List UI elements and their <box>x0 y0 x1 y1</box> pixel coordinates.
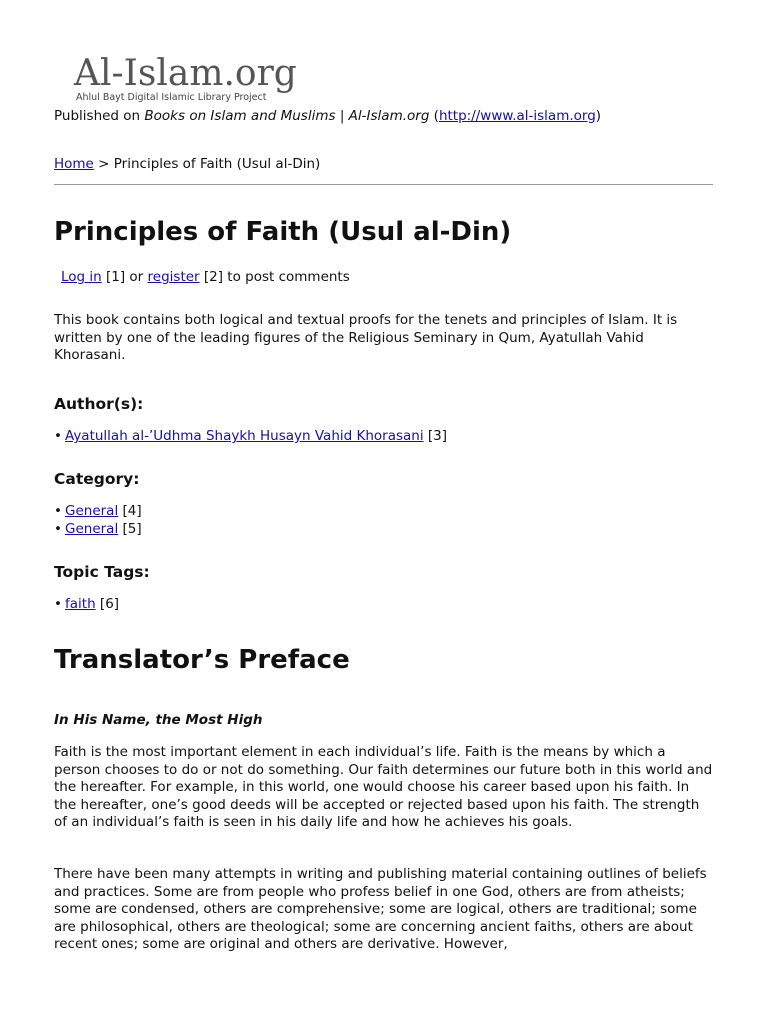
site-url-link[interactable]: http://www.al-islam.org <box>438 108 596 124</box>
published-separator: | <box>335 108 349 124</box>
bullet: • <box>54 428 62 444</box>
list-item <box>54 502 142 520</box>
authors-heading: Author(s): <box>54 395 144 413</box>
logo-wordmark: Al-Islam.org <box>74 53 297 94</box>
published-prefix: Published on <box>54 108 145 124</box>
ref-number: [4] <box>118 503 142 519</box>
published-site-name: Books on Islam and Muslims <box>144 108 336 124</box>
preface-subheading: In His Name, the Most High <box>54 712 263 728</box>
bullet: • <box>54 503 62 519</box>
tag-link[interactable]: faith <box>65 596 96 612</box>
register-ref: [2] to post comments <box>199 269 350 285</box>
ref-number: [6] <box>95 596 120 612</box>
breadcrumb <box>54 155 320 173</box>
published-org-name: Al-Islam.org <box>348 108 430 124</box>
preface-paragraph-2: There have been many attempts in writing and publishing material containing outlines of beliefs and practices. Some are from people who profess belief in one God, others are from atheists; some are condensed, others are comprehensive; some are logical, others are traditional; some are philosophical, others are theological; some are concerning ancient faiths, others are about recent ones; some are original and others are derivative. However, <box>54 866 707 952</box>
preface-paragraph-1: Faith is the most important element in each individual’s life. Faith is the means by which a person chooses to do or not do something. Our faith determines our future both in this world and the hereafter. For example, in this world, one would choose his career based upon his faith. In the hereafter, one’s good deeds will be accepted or rejected based upon his faith. The strength of an individual’s faith is seen in his daily life and how he achieves his goals. <box>54 744 713 830</box>
ref-number: [5] <box>118 521 142 537</box>
breadcrumb-current: > Principles of Faith (Usul al-Din) <box>93 156 321 172</box>
category-list <box>54 502 142 538</box>
list-item <box>54 520 142 538</box>
preface-heading: Translator’s Preface <box>54 645 350 675</box>
published-close-paren: ) <box>595 108 602 124</box>
bullet: • <box>54 521 62 537</box>
list-item <box>54 595 119 613</box>
author-link[interactable]: Ayatullah al-’Udhma Shaykh Husayn Vahid Khorasani <box>65 428 424 444</box>
login-prompt <box>61 268 350 286</box>
page-title: Principles of Faith (Usul al-Din) <box>54 217 512 247</box>
logo-tagline: Ahlul Bayt Digital Islamic Library Project <box>76 92 267 103</box>
category-link[interactable]: General <box>65 503 119 519</box>
login-link[interactable]: Log in <box>61 269 102 285</box>
authors-list <box>54 427 447 445</box>
register-link[interactable]: register <box>147 269 200 285</box>
category-heading: Category: <box>54 470 140 488</box>
list-item <box>54 427 447 445</box>
ref-number: [3] <box>423 428 448 444</box>
header-divider <box>54 184 713 185</box>
site-logo[interactable] <box>74 53 297 104</box>
breadcrumb-home-link[interactable]: Home <box>54 156 94 172</box>
topic-tags-heading: Topic Tags: <box>54 563 150 581</box>
category-link[interactable]: General <box>65 521 119 537</box>
published-open-paren: ( <box>429 108 439 124</box>
login-ref: [1] or <box>101 269 148 285</box>
bullet: • <box>54 596 62 612</box>
topic-tags-list <box>54 595 119 613</box>
book-description: This book contains both logical and textual proofs for the tenets and principles of Islam. It is written by one of the leading figures of the Religious Seminary in Qum, Ayatullah Vahid Khorasani. <box>54 312 678 363</box>
published-line <box>54 107 601 125</box>
